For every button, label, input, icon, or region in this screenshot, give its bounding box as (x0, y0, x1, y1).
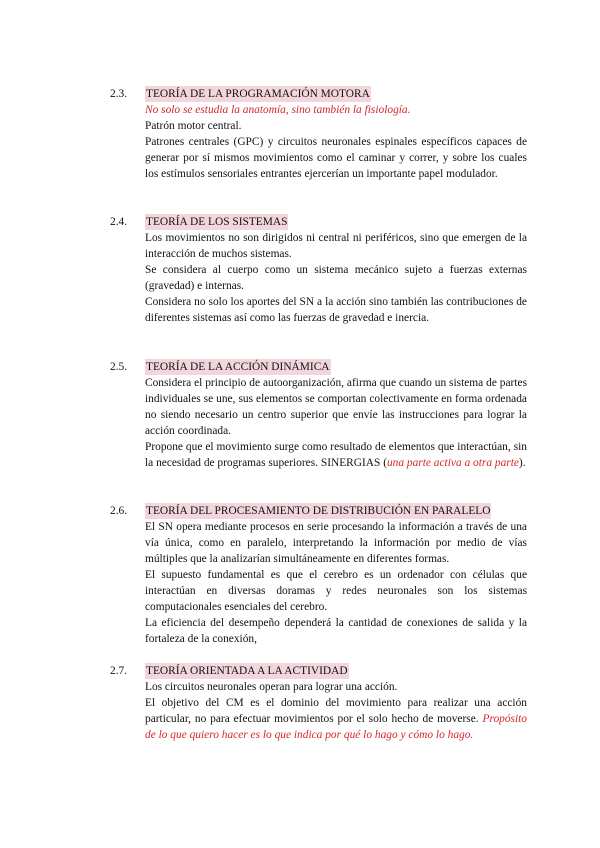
section-body (145, 519, 527, 647)
section-body (145, 679, 527, 743)
section-number: 2.4. (110, 216, 128, 228)
paragraph (145, 567, 527, 615)
body-text: Patrón motor central. (145, 120, 242, 132)
paragraph (145, 695, 527, 743)
paragraph (145, 439, 527, 471)
paragraph (145, 375, 527, 439)
highlight-text: Propósito de lo que quiero hacer es lo que indica por qué lo hago y cómo lo hago. (145, 713, 527, 741)
paragraph (145, 230, 527, 262)
highlight-text: una parte activa a otra parte (386, 457, 519, 469)
section-number: 2.7. (110, 665, 128, 677)
paragraph (145, 118, 527, 134)
section-body (145, 102, 527, 182)
body-text: El SN opera mediante procesos en serie procesando la información a través de una vía única, como en paralelo, interpretando la información por medio de vías múltiples que la analizarían simultáneamente en diferentes formas. (145, 521, 527, 565)
section-number: 2.5. (110, 361, 128, 373)
highlight-text: No solo se estudia la anatomía, sino también la fisiología. (145, 104, 411, 116)
section-title: TEORÍA DE LOS SISTEMAS (146, 216, 288, 228)
section-body (145, 375, 527, 471)
body-text: Propone que el movimiento surge como resultado de elementos que interactúan, sin la necesidad de programas superiores. SINERGIAS ( (145, 441, 527, 469)
body-text: Considera el principio de autoorganización, afirma que cuando un sistema de partes individuales se une, sus elementos se comportan colectivamente en forma ordenada no siendo necesario un centro superior que envíe las instrucciones para lograr la acción coordinada. (145, 377, 527, 437)
section-body (145, 230, 527, 326)
paragraph (145, 262, 527, 294)
body-text: El objetivo del CM es el dominio del movimiento para realizar una acción particular, no para efectuar movimientos por el solo hecho de moverse. (145, 697, 527, 725)
body-text: Patrones centrales (GPC) y circuitos neuronales espinales específicos capaces de generar por sí mismos movimientos como el caminar y correr, y sobre los cuales los estímulos sensoriales entrantes ejercerían un importante papel modulador. (145, 136, 527, 180)
section-number: 2.6. (110, 505, 128, 517)
body-text: ). (518, 457, 526, 469)
body-text: Se considera al cuerpo como un sistema mecánico sujeto a fuerzas externas (gravedad) e internas. (145, 264, 527, 292)
paragraph (145, 102, 527, 118)
section-title: TEORÍA DE LA PROGRAMACIÓN MOTORA (146, 88, 370, 100)
paragraph (145, 294, 527, 326)
section-title: TEORÍA DEL PROCESAMIENTO DE DISTRIBUCIÓN EN PARALELO (146, 505, 491, 517)
body-text: Los circuitos neuronales operan para lograr una acción. (145, 681, 398, 693)
section-title: TEORÍA DE LA ACCIÓN DINÁMICA (146, 361, 330, 373)
section-number: 2.3. (110, 88, 128, 100)
body-text: Los movimientos no son dirigidos ni central ni periféricos, sino que emergen de la interacción de muchos sistemas. (145, 232, 527, 260)
body-text: Considera no solo los aportes del SN a la acción sino también las contribuciones de diferentes sistemas así como las fuerzas de gravedad e inercia. (145, 296, 527, 324)
paragraph (145, 615, 527, 647)
paragraph (145, 679, 527, 695)
section-title: TEORÍA ORIENTADA A LA ACTIVIDAD (146, 665, 348, 677)
body-text: La eficiencia del desempeño dependerá la cantidad de conexiones de salida y la fortaleza de la conexión, (145, 617, 527, 645)
paragraph (145, 519, 527, 567)
body-text: El supuesto fundamental es que el cerebro es un ordenador con células que interactúan en diversas doramas y redes neuronales son los sistemas computacionales esenciales del cerebro. (145, 569, 527, 613)
paragraph (145, 134, 527, 182)
